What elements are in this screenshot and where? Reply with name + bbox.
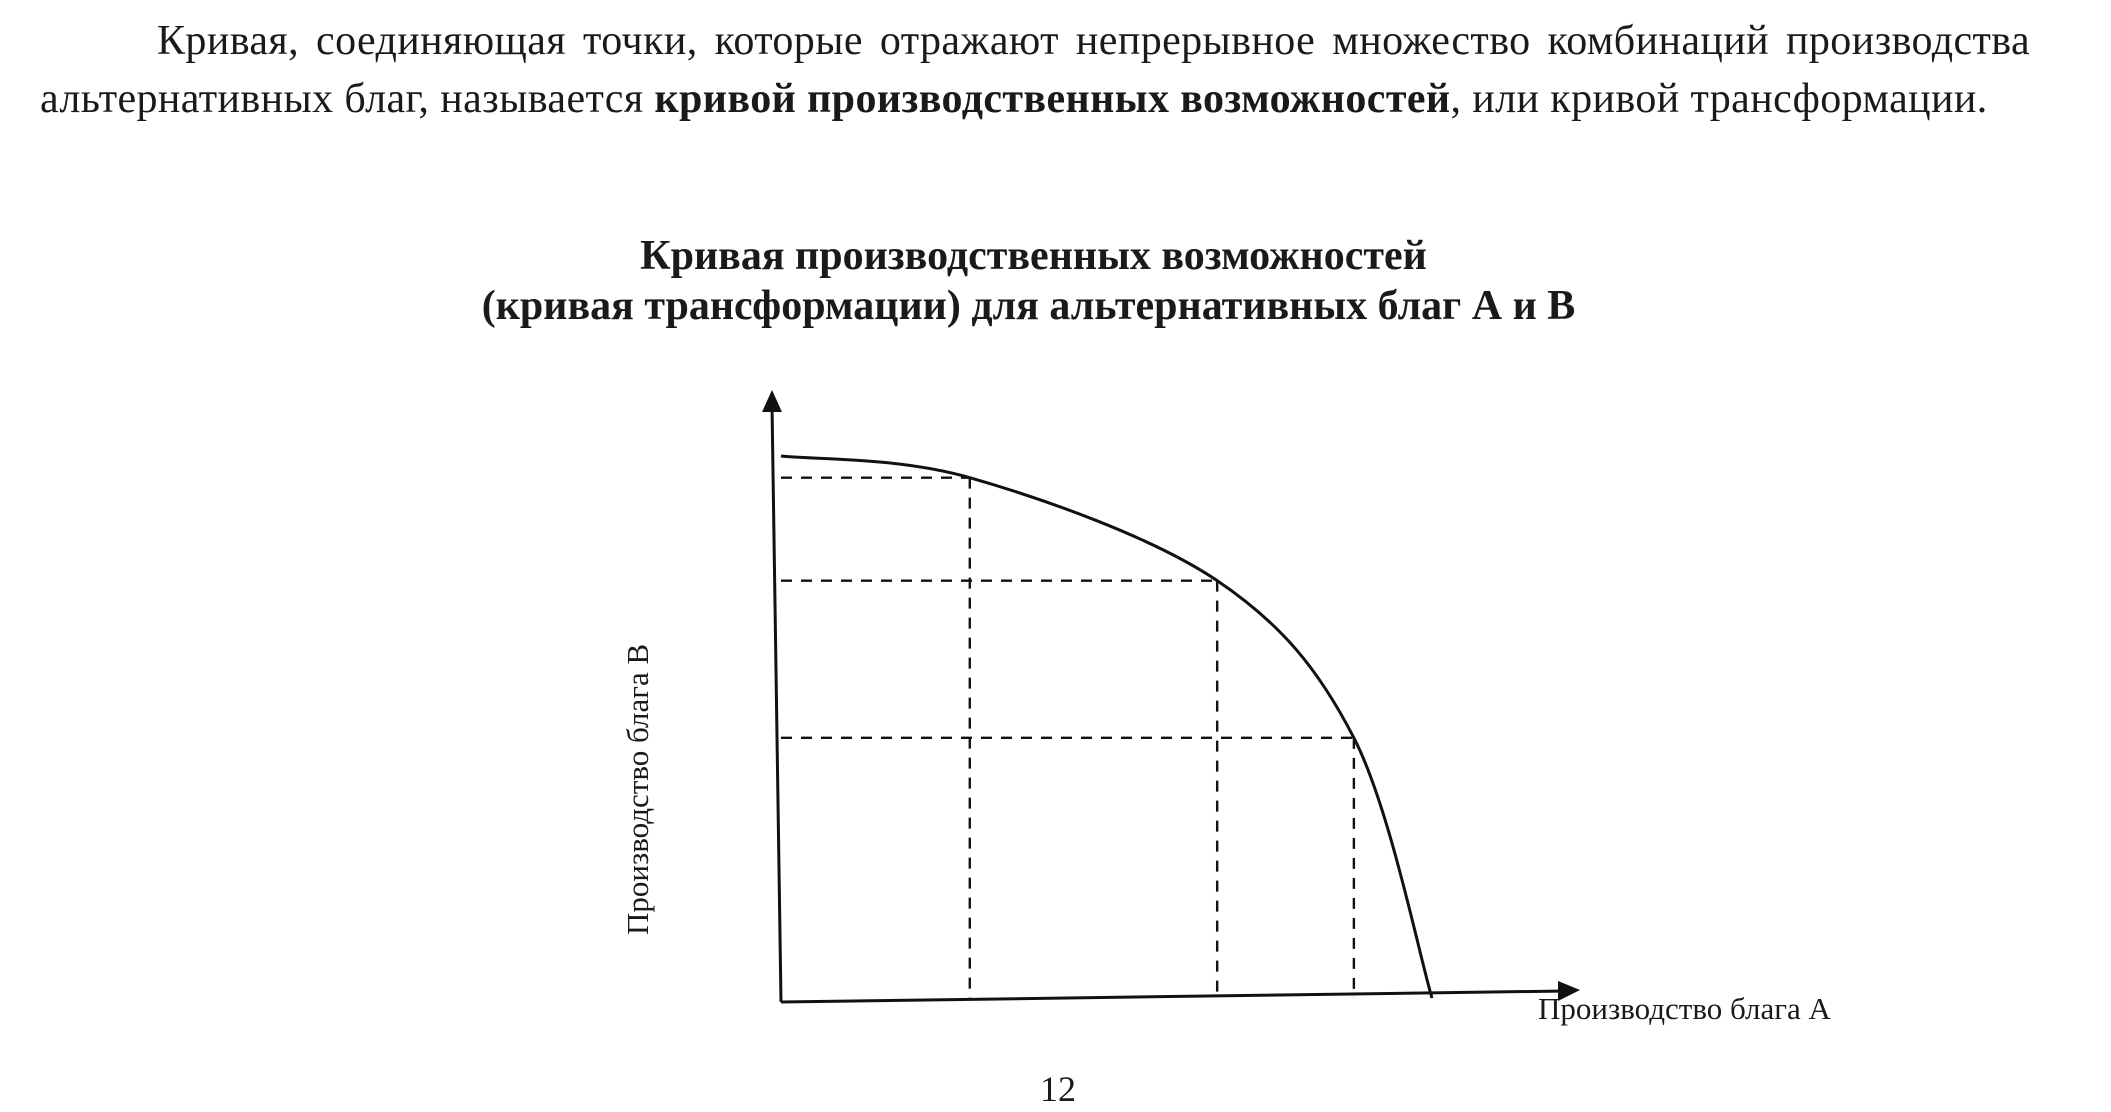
chart-title-line-1: Кривая производственных возможностей [640, 233, 1427, 279]
chart-title-line-2: (кривая трансформации) для альтернативных благ А и В [481, 283, 1576, 329]
paragraph-text-start: Кривая, соединяющая точки, которые отражают непрерывное множество комбинаций производства альтернативных благ, называется [40, 18, 2030, 122]
y-axis-line [772, 405, 781, 1002]
axes [762, 390, 1580, 1002]
page-number: 12 [1040, 1069, 1076, 1109]
y-axis-arrow [762, 390, 782, 412]
bold-term: кривой производственных возможностей [654, 76, 1451, 122]
ppf-curve [781, 456, 1432, 998]
y-axis-label: Производство блага В [620, 643, 655, 935]
x-axis-label: Производство блага А [1538, 991, 1831, 1026]
x-axis-line [781, 991, 1565, 1002]
dashed-guides [781, 478, 1354, 998]
paragraph-text-end: , или кривой трансформации. [1450, 76, 1988, 122]
